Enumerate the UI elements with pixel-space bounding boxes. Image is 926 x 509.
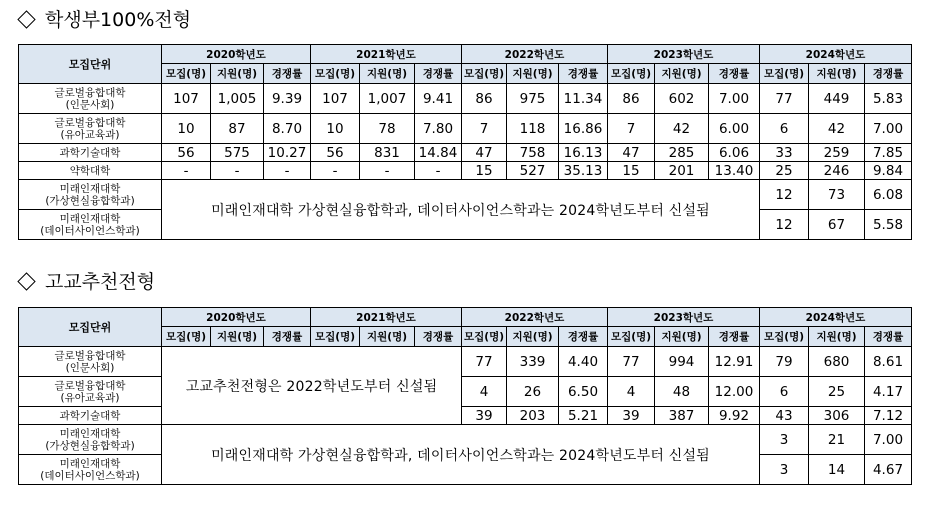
table-row xyxy=(19,162,912,180)
year-header: 2020학년도 xyxy=(162,308,311,327)
value-cell: - xyxy=(311,162,360,180)
value-cell: 77 xyxy=(760,84,809,114)
value-cell: 35.13 xyxy=(559,162,608,180)
value-cell: 14.84 xyxy=(415,144,462,162)
value-cell: 8.61 xyxy=(865,347,912,377)
col-header: 경쟁률 xyxy=(264,64,311,84)
col-header: 모집(명) xyxy=(162,327,211,347)
year-header: 2020학년도 xyxy=(162,45,311,64)
value-cell: 77 xyxy=(608,347,655,377)
col-header: 지원(명) xyxy=(507,327,559,347)
value-cell: 15 xyxy=(462,162,507,180)
col-header: 경쟁률 xyxy=(559,327,608,347)
value-cell: 107 xyxy=(311,84,360,114)
col-header: 경쟁률 xyxy=(264,327,311,347)
value-cell: 4.67 xyxy=(865,455,912,485)
value-cell: 15 xyxy=(608,162,655,180)
value-cell: 246 xyxy=(809,162,865,180)
value-cell: 39 xyxy=(462,407,507,425)
value-cell: 339 xyxy=(507,347,559,377)
unit-header: 모집단위 xyxy=(19,308,162,347)
value-cell: 1,005 xyxy=(211,84,264,114)
value-cell: 48 xyxy=(655,377,709,407)
col-header: 경쟁률 xyxy=(865,64,912,84)
table-row xyxy=(19,84,912,114)
value-cell: 9.84 xyxy=(865,162,912,180)
col-header: 지원(명) xyxy=(507,64,559,84)
table-row xyxy=(19,180,912,210)
diamond-icon xyxy=(17,272,35,290)
unit-cell: 글로벌융합대학 (유아교육과) xyxy=(19,114,162,144)
col-header: 경쟁률 xyxy=(415,64,462,84)
col-header: 지원(명) xyxy=(211,327,264,347)
value-cell: 7.85 xyxy=(865,144,912,162)
col-header: 모집(명) xyxy=(462,64,507,84)
value-cell: 10.27 xyxy=(264,144,311,162)
merged-note: 미래인재대학 가상현실융합학과, 데이터사이언스학과는 2024학년도부터 신설됨 xyxy=(162,425,760,485)
value-cell: 56 xyxy=(162,144,211,162)
section1-title: 학생부100%전형 xyxy=(45,9,192,31)
value-cell: 6 xyxy=(760,114,809,144)
value-cell: 12.91 xyxy=(709,347,760,377)
section2-table xyxy=(18,307,912,485)
value-cell: 26 xyxy=(507,377,559,407)
col-header: 경쟁률 xyxy=(415,327,462,347)
value-cell: 11.34 xyxy=(559,84,608,114)
value-cell: 12 xyxy=(760,180,809,210)
value-cell: 7 xyxy=(608,114,655,144)
col-header: 지원(명) xyxy=(360,64,415,84)
col-header: 모집(명) xyxy=(162,64,211,84)
table-row xyxy=(19,144,912,162)
section2-title: 고교추천전형 xyxy=(45,271,156,293)
value-cell: 107 xyxy=(162,84,211,114)
value-cell: 10 xyxy=(311,114,360,144)
value-cell: 86 xyxy=(462,84,507,114)
year-header: 2023학년도 xyxy=(608,308,760,327)
merged-note: 미래인재대학 가상현실융합학과, 데이터사이언스학과는 2024학년도부터 신설됨 xyxy=(162,180,760,240)
section1-heading xyxy=(16,6,191,34)
value-cell: 758 xyxy=(507,144,559,162)
value-cell: 4.17 xyxy=(865,377,912,407)
value-cell: 42 xyxy=(809,114,865,144)
value-cell: 86 xyxy=(608,84,655,114)
value-cell: 21 xyxy=(809,425,865,455)
value-cell: 12 xyxy=(760,210,809,240)
value-cell: 3 xyxy=(760,455,809,485)
value-cell: 6.08 xyxy=(865,180,912,210)
value-cell: 6.06 xyxy=(709,144,760,162)
table-row xyxy=(19,407,912,425)
value-cell: 79 xyxy=(760,347,809,377)
value-cell: 77 xyxy=(462,347,507,377)
year-header: 2024학년도 xyxy=(760,308,912,327)
value-cell: - xyxy=(264,162,311,180)
value-cell: 3 xyxy=(760,425,809,455)
value-cell: 9.92 xyxy=(709,407,760,425)
value-cell: 16.86 xyxy=(559,114,608,144)
value-cell: 680 xyxy=(809,347,865,377)
value-cell: 43 xyxy=(760,407,809,425)
value-cell: 6.00 xyxy=(709,114,760,144)
value-cell: 4 xyxy=(608,377,655,407)
col-header: 경쟁률 xyxy=(709,327,760,347)
value-cell: 4 xyxy=(462,377,507,407)
value-cell: 56 xyxy=(311,144,360,162)
value-cell: 575 xyxy=(211,144,264,162)
value-cell: 1,007 xyxy=(360,84,415,114)
year-header: 2022학년도 xyxy=(462,308,608,327)
year-header: 2024학년도 xyxy=(760,45,912,64)
table-row xyxy=(19,347,912,377)
value-cell: - xyxy=(360,162,415,180)
value-cell: 527 xyxy=(507,162,559,180)
value-cell: 5.83 xyxy=(865,84,912,114)
table-row xyxy=(19,377,912,407)
value-cell: 306 xyxy=(809,407,865,425)
value-cell: 12.00 xyxy=(709,377,760,407)
col-header: 경쟁률 xyxy=(559,64,608,84)
unit-cell: 미래인재대학 (데이터사이언스학과) xyxy=(19,455,162,485)
value-cell: 387 xyxy=(655,407,709,425)
col-header: 지원(명) xyxy=(809,327,865,347)
table-row xyxy=(19,425,912,455)
value-cell: 39 xyxy=(608,407,655,425)
value-cell: 47 xyxy=(462,144,507,162)
value-cell: 16.13 xyxy=(559,144,608,162)
value-cell: 975 xyxy=(507,84,559,114)
col-header: 지원(명) xyxy=(655,327,709,347)
value-cell: 7.80 xyxy=(415,114,462,144)
unit-cell: 과학기술대학 xyxy=(19,407,162,425)
value-cell: 449 xyxy=(809,84,865,114)
value-cell: - xyxy=(162,162,211,180)
value-cell: 25 xyxy=(760,162,809,180)
value-cell: 47 xyxy=(608,144,655,162)
col-header: 지원(명) xyxy=(809,64,865,84)
unit-cell: 글로벌융합대학 (인문사회) xyxy=(19,84,162,114)
value-cell: 25 xyxy=(809,377,865,407)
value-cell: 831 xyxy=(360,144,415,162)
col-header: 지원(명) xyxy=(655,64,709,84)
value-cell: 201 xyxy=(655,162,709,180)
value-cell: 7.00 xyxy=(709,84,760,114)
col-header: 모집(명) xyxy=(608,327,655,347)
year-header: 2021학년도 xyxy=(311,308,462,327)
value-cell: 602 xyxy=(655,84,709,114)
value-cell: 13.40 xyxy=(709,162,760,180)
year-header: 2022학년도 xyxy=(462,45,608,64)
value-cell: 203 xyxy=(507,407,559,425)
col-header: 모집(명) xyxy=(311,64,360,84)
unit-cell: 글로벌융합대학 (인문사회) xyxy=(19,347,162,377)
table-row xyxy=(19,114,912,144)
unit-cell: 미래인재대학 (데이터사이언스학과) xyxy=(19,210,162,240)
year-header: 2023학년도 xyxy=(608,45,760,64)
merged-note: 고교추천전형은 2022학년도부터 신설됨 xyxy=(162,347,462,425)
value-cell: - xyxy=(415,162,462,180)
section2-heading xyxy=(16,268,155,296)
year-header: 2021학년도 xyxy=(311,45,462,64)
value-cell: 7.00 xyxy=(865,425,912,455)
value-cell: 78 xyxy=(360,114,415,144)
value-cell: 994 xyxy=(655,347,709,377)
value-cell: 9.41 xyxy=(415,84,462,114)
value-cell: 7.12 xyxy=(865,407,912,425)
col-header: 지원(명) xyxy=(360,327,415,347)
unit-cell: 미래인재대학 (가상현실융합학과) xyxy=(19,425,162,455)
col-header: 경쟁률 xyxy=(709,64,760,84)
col-header: 모집(명) xyxy=(760,64,809,84)
unit-cell: 약학대학 xyxy=(19,162,162,180)
value-cell: 87 xyxy=(211,114,264,144)
col-header: 모집(명) xyxy=(462,327,507,347)
value-cell: 67 xyxy=(809,210,865,240)
col-header: 모집(명) xyxy=(608,64,655,84)
col-header: 모집(명) xyxy=(760,327,809,347)
value-cell: - xyxy=(211,162,264,180)
value-cell: 6 xyxy=(760,377,809,407)
unit-cell: 미래인재대학 (가상현실융합학과) xyxy=(19,180,162,210)
value-cell: 4.40 xyxy=(559,347,608,377)
diamond-icon xyxy=(17,10,35,28)
value-cell: 7 xyxy=(462,114,507,144)
unit-cell: 글로벌융합대학 (유아교육과) xyxy=(19,377,162,407)
value-cell: 8.70 xyxy=(264,114,311,144)
unit-header: 모집단위 xyxy=(19,45,162,84)
value-cell: 285 xyxy=(655,144,709,162)
col-header: 모집(명) xyxy=(311,327,360,347)
section1-table xyxy=(18,44,912,240)
value-cell: 5.21 xyxy=(559,407,608,425)
col-header: 경쟁률 xyxy=(865,327,912,347)
value-cell: 33 xyxy=(760,144,809,162)
value-cell: 73 xyxy=(809,180,865,210)
value-cell: 6.50 xyxy=(559,377,608,407)
value-cell: 10 xyxy=(162,114,211,144)
value-cell: 42 xyxy=(655,114,709,144)
value-cell: 7.00 xyxy=(865,114,912,144)
value-cell: 14 xyxy=(809,455,865,485)
col-header: 지원(명) xyxy=(211,64,264,84)
unit-cell: 과학기술대학 xyxy=(19,144,162,162)
value-cell: 5.58 xyxy=(865,210,912,240)
value-cell: 9.39 xyxy=(264,84,311,114)
value-cell: 259 xyxy=(809,144,865,162)
value-cell: 118 xyxy=(507,114,559,144)
